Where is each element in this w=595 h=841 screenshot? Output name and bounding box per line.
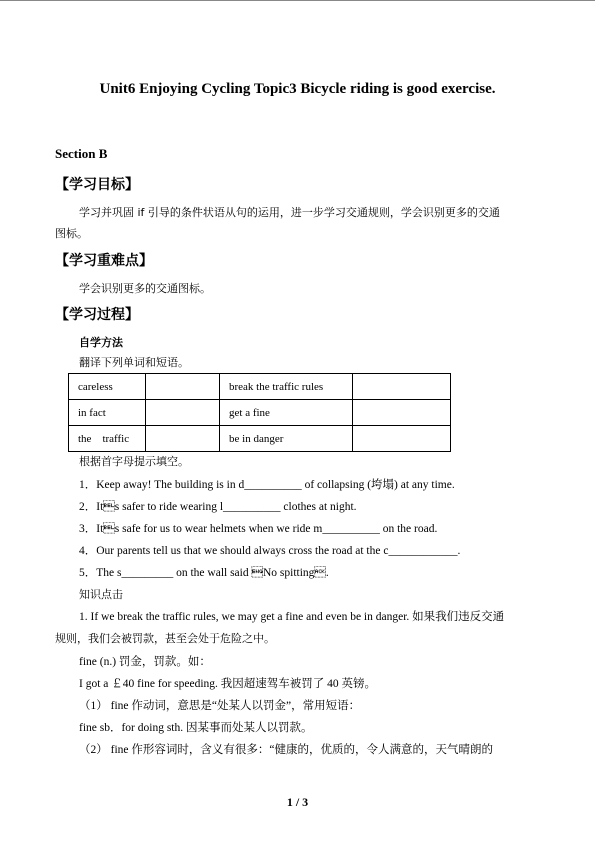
document-title: Unit6 Enjoying Cycling Topic3 Bicycle riding is good exercise. xyxy=(99,81,496,97)
heading-learning-process: 【学习过程】 xyxy=(55,307,139,323)
heading-learning-goals: 【学习目标】 xyxy=(55,177,139,193)
table-row xyxy=(69,426,451,452)
table-row xyxy=(69,400,451,426)
vocabulary-table xyxy=(68,373,451,452)
vocab-term: break the traffic rules xyxy=(220,374,353,400)
vocab-term: careless xyxy=(69,374,146,400)
answer-cell xyxy=(353,400,451,426)
self-study-label: 自学方法 xyxy=(79,336,123,349)
note-verb-usage: （1） fine 作动词，意思是“处某人以罚金”，常用短语： xyxy=(79,700,361,712)
answer-cell xyxy=(146,400,220,426)
table-row xyxy=(69,374,451,400)
answer-cell xyxy=(146,426,220,452)
vocab-term: in fact xyxy=(69,400,146,426)
fill-in-instruction: 根据首字母提示填空。 xyxy=(79,455,189,468)
page-top-border xyxy=(0,0,595,1)
translate-instruction: 翻译下列单词和短语。 xyxy=(79,356,189,369)
knowledge-point-line2: 规则，我们会被罚款，甚至会处于危险之中。 xyxy=(55,632,275,645)
heading-key-points: 【学习重难点】 xyxy=(55,253,153,269)
exercise-item: 1．Keep away! The building is in d__________ of collapsing (垮塌) at any time. xyxy=(79,479,455,491)
vocab-term: the traffic xyxy=(69,426,146,452)
page-number: 1 / 3 xyxy=(286,795,309,809)
key-points-text: 学会识别更多的交通图标。 xyxy=(79,282,211,295)
exercise-item: 3．Its safe for us to wear helmets when we ride m__________ on the road. xyxy=(79,523,438,535)
vocab-term: get a fine xyxy=(220,400,353,426)
knowledge-point-line1: 1. If we break the traffic rules, we may get a fine and even be in danger. 如果我们违反交通 xyxy=(79,611,505,623)
note-verb-phrase: fine sb．for doing sth. 因某事而处某人以罚款。 xyxy=(79,722,313,734)
answer-cell xyxy=(353,426,451,452)
knowledge-label: 知识点击 xyxy=(79,588,123,601)
exercise-item: 5．The s_________ on the wall said No spitting. xyxy=(79,567,329,579)
answer-cell xyxy=(353,374,451,400)
vocab-term: be in danger xyxy=(220,426,353,452)
fine-example: I got a ￡40 fine for speeding. 我因超速驾车被罚了 40 英镑。 xyxy=(79,678,377,690)
goals-text-line1: 学习并巩固 if 引导的条件状语从句的运用，进一步学习交通规则，学会识别更多的交通 xyxy=(79,206,500,219)
exercise-item: 4．Our parents tell us that we should always cross the road at the c____________. xyxy=(79,545,461,557)
section-label: Section B xyxy=(55,146,108,161)
note-adjective-usage: （2） fine 作形容词时，含义有很多：“健康的，优质的，令人满意的，天气晴朗的 xyxy=(79,744,493,756)
fine-definition: fine (n.) 罚金，罚款。如： xyxy=(79,656,211,668)
answer-cell xyxy=(146,374,220,400)
goals-text-line2: 图标。 xyxy=(55,227,88,240)
exercise-item: 2．Its safer to ride wearing l__________ clothes at night. xyxy=(79,501,357,513)
